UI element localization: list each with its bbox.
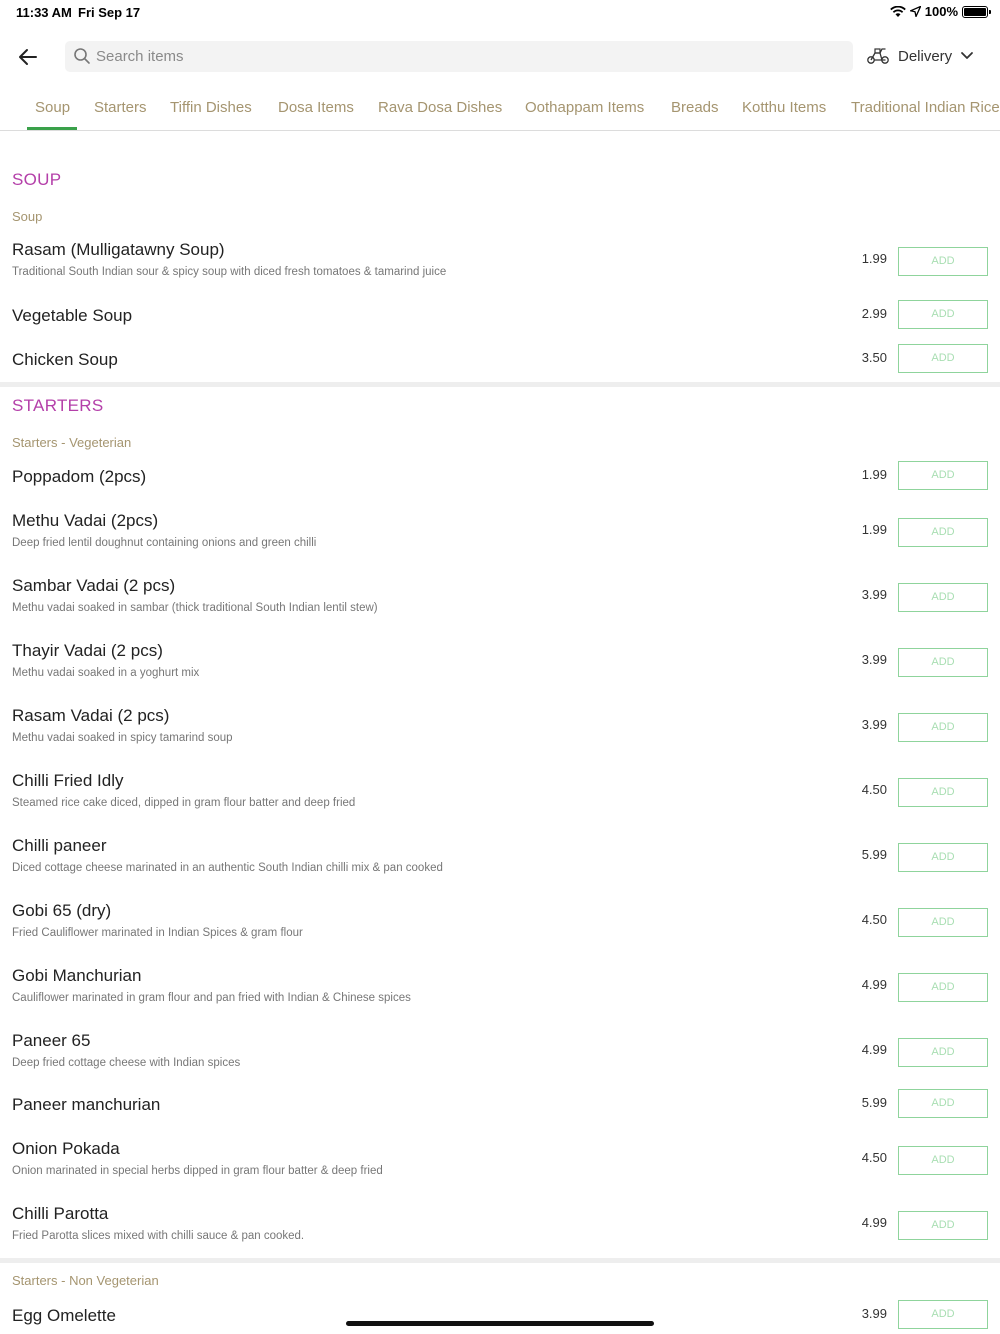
item-name[interactable]: Paneer 65 — [12, 1031, 91, 1050]
tab-rava-dosa-dishes[interactable]: Rava Dosa Dishes — [378, 99, 503, 116]
item-name[interactable]: Paneer manchurian — [12, 1095, 161, 1114]
add-button[interactable]: ADD — [898, 973, 988, 1002]
add-button[interactable]: ADD — [898, 1146, 988, 1175]
location-arrow-icon — [910, 6, 921, 17]
item-desc: Steamed rice cake diced, dipped in gram flour batter and deep fried — [12, 797, 356, 809]
item-name[interactable]: Thayir Vadai (2 pcs) — [12, 641, 163, 660]
add-button[interactable]: ADD — [898, 344, 988, 373]
tab-soup[interactable]: Soup — [35, 99, 71, 116]
item-price: 4.50 — [861, 782, 887, 797]
section-divider — [0, 1258, 1000, 1263]
item-name[interactable]: Chilli Parotta — [12, 1204, 109, 1223]
item-name[interactable]: Chilli Fried Idly — [12, 771, 124, 790]
status-indicators — [890, 4, 988, 19]
item-name[interactable]: Chilli paneer — [12, 836, 107, 855]
home-indicator — [346, 1321, 654, 1326]
item-price: 4.99 — [861, 1042, 887, 1057]
add-button[interactable]: ADD — [898, 1089, 988, 1118]
status-bar — [0, 0, 1000, 24]
battery-icon — [962, 6, 988, 18]
item-name[interactable]: Rasam (Mulligatawny Soup) — [12, 240, 225, 259]
item-desc: Methu vadai soaked in sambar (thick traditional South Indian lentil stew) — [12, 602, 378, 614]
item-price: 3.99 — [861, 717, 887, 732]
item-desc: Fried Cauliflower marinated in Indian Spices & gram flour — [12, 927, 303, 939]
item-desc: Onion marinated in special herbs dipped in gram flour batter & deep fried — [12, 1165, 383, 1177]
add-button[interactable]: ADD — [898, 583, 988, 612]
add-button[interactable]: ADD — [898, 1300, 988, 1329]
add-button[interactable]: ADD — [898, 648, 988, 677]
item-price: 4.50 — [861, 1150, 887, 1165]
chevron-down-icon — [960, 51, 974, 61]
category-tabs — [0, 90, 1000, 131]
add-button[interactable]: ADD — [898, 1211, 988, 1240]
item-name[interactable]: Sambar Vadai (2 pcs) — [12, 576, 176, 595]
tab-kotthu-items[interactable]: Kotthu Items — [742, 99, 827, 116]
tab-dosa-items[interactable]: Dosa Items — [278, 99, 354, 116]
item-desc: Deep fried lentil doughnut containing onions and green chilli — [12, 537, 317, 549]
add-button[interactable]: ADD — [898, 908, 988, 937]
item-price: 3.99 — [861, 652, 887, 667]
add-button[interactable]: ADD — [898, 247, 988, 276]
item-name[interactable]: Vegetable Soup — [12, 306, 133, 325]
item-name[interactable]: Poppadom (2pcs) — [12, 467, 147, 486]
item-desc: Diced cottage cheese marinated in an authentic South Indian chilli mix & pan cooked — [12, 862, 443, 874]
top-bar — [0, 38, 1000, 74]
item-price: 4.99 — [861, 1215, 887, 1230]
item-desc: Deep fried cottage cheese with Indian spices — [12, 1057, 241, 1069]
add-button[interactable]: ADD — [898, 1038, 988, 1067]
item-desc: Methu vadai soaked in a yoghurt mix — [12, 667, 200, 679]
item-name[interactable]: Gobi Manchurian — [12, 966, 142, 985]
item-name[interactable]: Onion Pokada — [12, 1139, 120, 1158]
add-button[interactable]: ADD — [898, 713, 988, 742]
item-desc: Traditional South Indian sour & spicy soup with diced fresh tomatoes & tamarind juice — [12, 266, 447, 278]
item-desc: Fried Parotta slices mixed with chilli sauce & pan cooked. — [12, 1230, 305, 1242]
section-title: SOUP — [12, 170, 62, 189]
item-name[interactable]: Egg Omelette — [12, 1306, 116, 1325]
wifi-icon — [890, 6, 906, 18]
item-price: 3.99 — [861, 587, 887, 602]
scooter-icon — [866, 47, 890, 65]
status-time: 11:33 AM — [16, 5, 72, 20]
item-price: 1.99 — [861, 522, 887, 537]
add-button[interactable]: ADD — [898, 843, 988, 872]
battery-percent: 100% — [924, 4, 958, 19]
tab-tiffin-dishes[interactable]: Tiffin Dishes — [170, 99, 252, 116]
add-button[interactable]: ADD — [898, 300, 988, 329]
status-date: Fri Sep 17 — [78, 5, 141, 20]
item-name[interactable]: Rasam Vadai (2 pcs) — [12, 706, 170, 725]
tab-traditional-indian-rice[interactable]: Traditional Indian Rice — [851, 99, 1000, 116]
tab-starters[interactable]: Starters — [94, 99, 147, 116]
item-desc: Methu vadai soaked in spicy tamarind soup — [12, 732, 233, 744]
item-price: 4.50 — [861, 912, 887, 927]
item-price: 1.99 — [861, 251, 887, 266]
section-title: STARTERS — [12, 396, 104, 415]
item-price: 2.99 — [861, 306, 887, 321]
add-button[interactable]: ADD — [898, 518, 988, 547]
section-divider — [0, 382, 1000, 387]
category-label: Starters - Non Vegeterian — [12, 1273, 159, 1288]
tab-oothappam-items[interactable]: Oothappam Items — [525, 99, 645, 116]
search-bar[interactable] — [65, 41, 853, 72]
add-button[interactable]: ADD — [898, 778, 988, 807]
item-price: 3.50 — [861, 350, 887, 365]
add-button[interactable]: ADD — [898, 461, 988, 490]
item-name[interactable]: Chicken Soup — [12, 350, 118, 369]
item-price: 5.99 — [861, 847, 887, 862]
delivery-selector[interactable] — [866, 43, 974, 69]
item-name[interactable]: Methu Vadai (2pcs) — [12, 511, 159, 530]
tab-breads[interactable]: Breads — [671, 99, 719, 116]
back-arrow-icon[interactable] — [16, 44, 42, 70]
category-label: Starters - Vegeterian — [12, 435, 132, 450]
search-input[interactable] — [96, 41, 836, 72]
item-desc: Cauliflower marinated in gram flour and pan fried with Indian & Chinese spices — [12, 992, 411, 1004]
item-price: 5.99 — [861, 1095, 887, 1110]
item-price: 4.99 — [861, 977, 887, 992]
item-price: 1.99 — [861, 467, 887, 482]
item-name[interactable]: Gobi 65 (dry) — [12, 901, 112, 920]
search-icon — [73, 47, 91, 65]
delivery-label: Delivery — [898, 47, 953, 65]
category-label: Soup — [12, 209, 43, 224]
item-price: 3.99 — [861, 1306, 887, 1321]
active-tab-indicator — [27, 127, 77, 130]
